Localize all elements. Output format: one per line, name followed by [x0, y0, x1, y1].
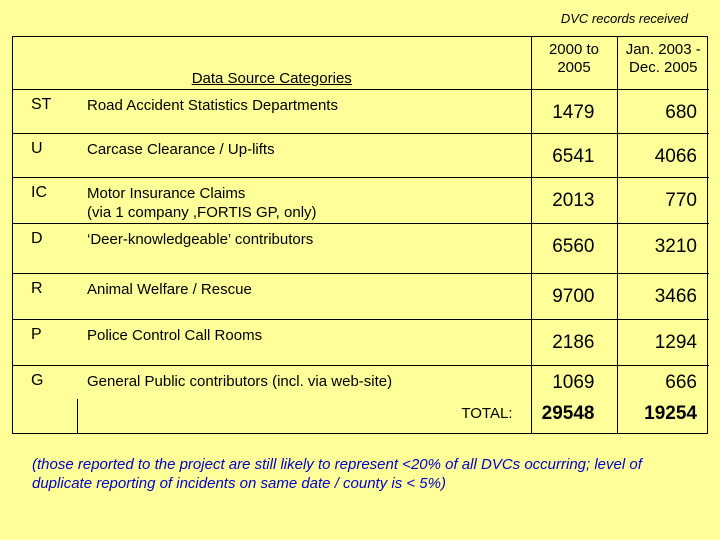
row-code: U	[13, 133, 77, 177]
header-row	[13, 37, 709, 89]
row-value-2000-2005: 1479	[531, 89, 617, 133]
row-description: Carcase Clearance / Up-lifts	[77, 133, 531, 177]
row-value-2003-2005: 3466	[617, 273, 709, 319]
row-description: Animal Welfare / Rescue	[77, 273, 531, 319]
row-description	[77, 177, 531, 223]
row-value-2003-2005: 666	[617, 365, 709, 399]
row-value-2000-2005: 1069	[531, 365, 617, 399]
total-row	[13, 399, 709, 433]
row-code: D	[13, 223, 77, 273]
total-spacer	[13, 399, 77, 433]
table-caption: DVC records received	[560, 11, 688, 26]
table-row	[13, 177, 709, 223]
row-description: General Public contributors (incl. via web-site)	[77, 365, 531, 399]
row-value-2003-2005: 4066	[617, 133, 709, 177]
row-value-2003-2005: 3210	[617, 223, 709, 273]
row-description: Road Accident Statistics Departments	[77, 89, 531, 133]
row-value-2000-2005: 6560	[531, 223, 617, 273]
dvc-records-table	[12, 36, 708, 434]
row-description: Police Control Call Rooms	[77, 319, 531, 365]
row-description-line1: Motor Insurance Claims	[87, 184, 246, 202]
table-row	[13, 133, 709, 177]
row-code: R	[13, 273, 77, 319]
row-description-line2: (via 1 company ,FORTIS GP, only)	[87, 203, 317, 221]
header-categories-label: Data Source Categories	[191, 69, 352, 87]
row-code: G	[13, 365, 77, 399]
row-value-2003-2005: 770	[617, 177, 709, 223]
table-row	[13, 223, 709, 273]
table-row	[13, 319, 709, 365]
footnote: (those reported to the project are still likely to represent <20% of all DVCs occurring; level of duplicate reporting of incidents on same date / county is < 5%)	[32, 456, 642, 492]
table-row	[13, 365, 709, 399]
row-value-2003-2005: 1294	[617, 319, 709, 365]
row-value-2003-2005: 680	[617, 89, 709, 133]
row-value-2000-2005: 6541	[531, 133, 617, 177]
row-code: ST	[13, 89, 77, 133]
row-value-2000-2005: 2013	[531, 177, 617, 223]
header-col-2000-2005: 2000 to 2005	[531, 37, 617, 89]
total-label: TOTAL:	[77, 399, 531, 433]
total-value-2000-2005: 29548	[531, 399, 617, 433]
row-code: P	[13, 319, 77, 365]
table-row	[13, 89, 709, 133]
header-categories	[13, 37, 531, 89]
row-code: IC	[13, 177, 77, 223]
row-description: ‘Deer-knowledgeable’ contributors	[77, 223, 531, 273]
header-col-2003-2005: Jan. 2003 - Dec. 2005	[617, 37, 709, 89]
row-value-2000-2005: 2186	[531, 319, 617, 365]
total-value-2003-2005: 19254	[617, 399, 709, 433]
table-row	[13, 273, 709, 319]
row-value-2000-2005: 9700	[531, 273, 617, 319]
